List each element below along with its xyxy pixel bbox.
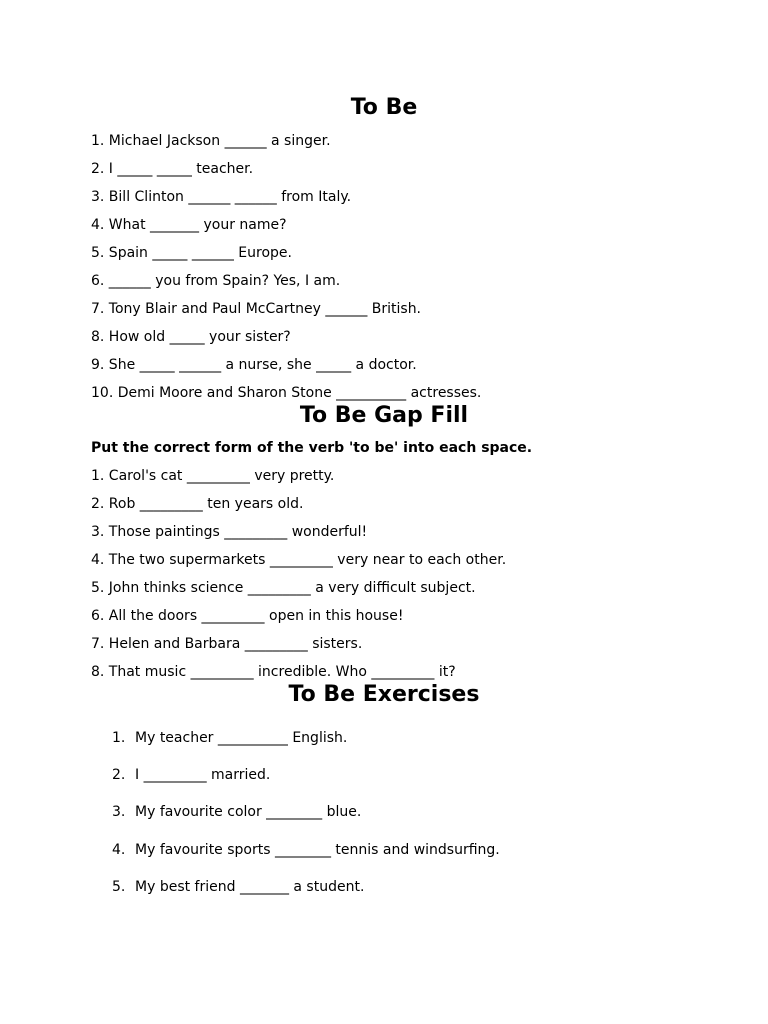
- exercise-line: 3. Those paintings _________ wonderful!: [91, 524, 368, 540]
- exercise-line: 9. She _____ ______ a nurse, she _____ a doctor.: [91, 357, 417, 373]
- exercise-line: 7. Helen and Barbara _________ sisters.: [91, 636, 363, 652]
- list-item-text: My teacher __________ English.: [135, 730, 348, 746]
- numbered-list-item: [112, 766, 270, 784]
- list-item-text: My favourite color ________ blue.: [135, 804, 362, 820]
- instruction-text: Put the correct form of the verb 'to be' into each space.: [91, 440, 533, 456]
- exercise-line: 1. Carol's cat _________ very pretty.: [91, 468, 335, 484]
- exercise-line: 5. Spain _____ ______ Europe.: [91, 245, 292, 261]
- exercise-line: 1. Michael Jackson ______ a singer.: [91, 133, 331, 149]
- section-title-to-be: To Be: [350, 95, 418, 120]
- exercise-line: 7. Tony Blair and Paul McCartney ______ British.: [91, 301, 422, 317]
- list-number: 1.: [112, 730, 126, 746]
- exercise-line: 4. The two supermarkets _________ very near to each other.: [91, 552, 507, 568]
- list-number: 4.: [112, 842, 126, 858]
- list-number: 5.: [112, 879, 126, 895]
- exercise-line: 5. John thinks science _________ a very difficult subject.: [91, 580, 476, 596]
- exercise-line: 6. All the doors _________ open in this house!: [91, 608, 404, 624]
- section-title-gap-fill: To Be Gap Fill: [299, 403, 469, 428]
- exercise-line: 2. Rob _________ ten years old.: [91, 496, 304, 512]
- list-number: 3.: [112, 804, 126, 820]
- exercise-line: 8. That music _________ incredible. Who _________ it?: [91, 664, 456, 680]
- section-title-exercises: To Be Exercises: [288, 682, 480, 707]
- exercise-line: 10. Demi Moore and Sharon Stone __________ actresses.: [91, 385, 482, 401]
- numbered-list-item: [112, 729, 347, 747]
- numbered-list-item: [112, 841, 500, 859]
- exercise-line: 4. What _______ your name?: [91, 217, 287, 233]
- numbered-list-item: [112, 878, 364, 896]
- list-number: 2.: [112, 767, 126, 783]
- exercise-line: 6. ______ you from Spain? Yes, I am.: [91, 273, 341, 289]
- numbered-list-item: [112, 803, 361, 821]
- list-item-text: My favourite sports ________ tennis and windsurfing.: [135, 842, 500, 858]
- list-item-text: I _________ married.: [135, 767, 271, 783]
- exercise-line: 8. How old _____ your sister?: [91, 329, 291, 345]
- exercise-line: 2. I _____ _____ teacher.: [91, 161, 254, 177]
- exercise-line: 3. Bill Clinton ______ ______ from Italy.: [91, 189, 352, 205]
- list-item-text: My best friend _______ a student.: [135, 879, 365, 895]
